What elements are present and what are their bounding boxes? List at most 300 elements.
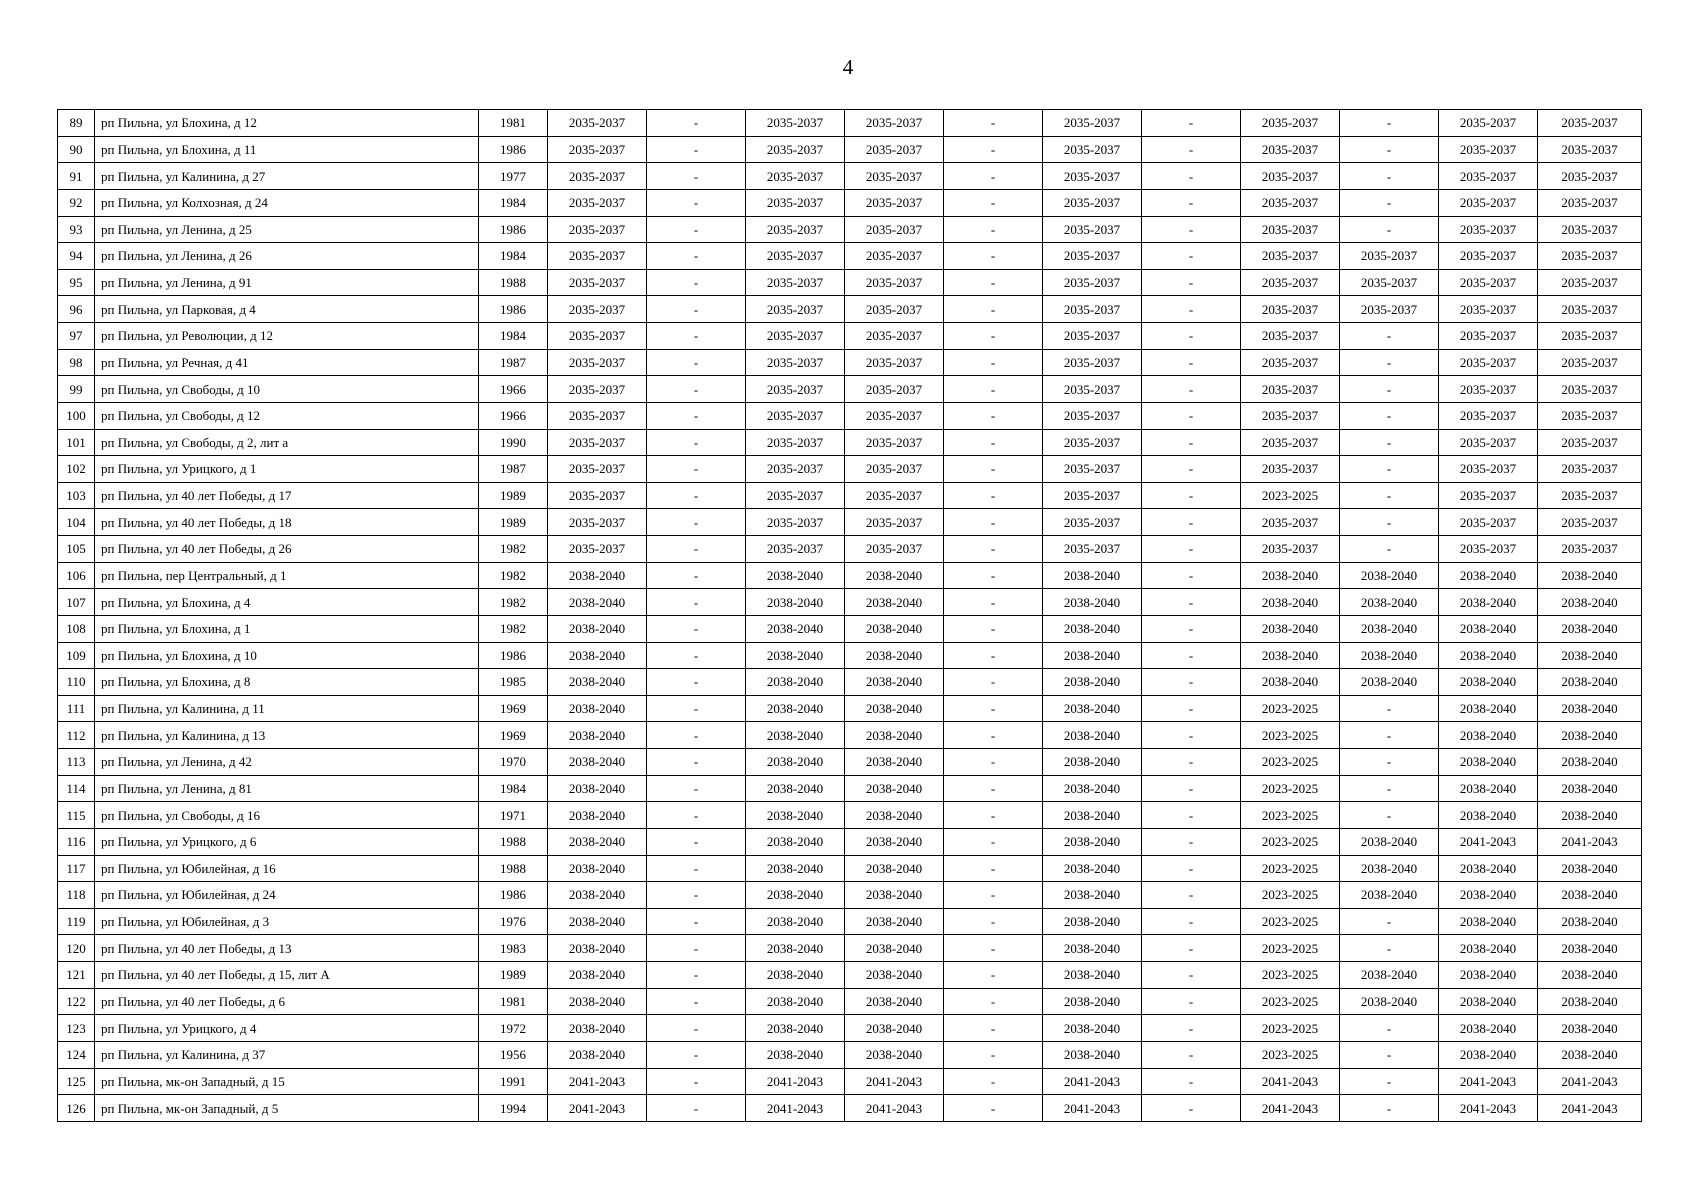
period-cell: 2035-2037	[1043, 536, 1142, 563]
address-cell: рп Пильна, ул Блохина, д 12	[95, 110, 479, 137]
period-cell: 2038-2040	[845, 962, 944, 989]
period-cell: 2038-2040	[548, 908, 647, 935]
period-cell: 2035-2037	[845, 536, 944, 563]
period-cell: -	[1142, 189, 1241, 216]
year-cell: 1989	[479, 509, 548, 536]
period-cell: 2038-2040	[548, 722, 647, 749]
period-cell: 2023-2025	[1241, 855, 1340, 882]
period-cell: 2038-2040	[1439, 722, 1538, 749]
table-row	[58, 163, 1642, 190]
table-row	[58, 882, 1642, 909]
period-cell: -	[944, 855, 1043, 882]
row-number-cell: 120	[58, 935, 95, 962]
period-cell: 2038-2040	[1043, 749, 1142, 776]
period-cell: -	[1340, 1068, 1439, 1095]
period-cell: -	[647, 163, 746, 190]
period-cell: 2035-2037	[548, 136, 647, 163]
period-cell: 2035-2037	[746, 402, 845, 429]
period-cell: -	[1142, 323, 1241, 350]
period-cell: -	[1142, 589, 1241, 616]
period-cell: 2035-2037	[1043, 509, 1142, 536]
row-number-cell: 110	[58, 669, 95, 696]
period-cell: -	[944, 988, 1043, 1015]
period-cell: -	[647, 456, 746, 483]
period-cell: 2035-2037	[548, 216, 647, 243]
period-cell: 2038-2040	[746, 722, 845, 749]
period-cell: -	[944, 589, 1043, 616]
period-cell: 2038-2040	[548, 802, 647, 829]
period-cell: -	[944, 669, 1043, 696]
period-cell: -	[647, 376, 746, 403]
period-cell: 2041-2043	[1043, 1068, 1142, 1095]
table-row	[58, 323, 1642, 350]
address-cell: рп Пильна, ул 40 лет Победы, д 6	[95, 988, 479, 1015]
year-cell: 1966	[479, 402, 548, 429]
year-cell: 1984	[479, 189, 548, 216]
period-cell: -	[647, 562, 746, 589]
period-cell: -	[1340, 722, 1439, 749]
row-number-cell: 126	[58, 1095, 95, 1122]
period-cell: 2035-2037	[845, 323, 944, 350]
period-cell: -	[944, 456, 1043, 483]
period-cell: 2038-2040	[1043, 562, 1142, 589]
period-cell: 2038-2040	[746, 828, 845, 855]
period-cell: 2038-2040	[548, 855, 647, 882]
period-cell: 2035-2037	[845, 482, 944, 509]
period-cell: 2038-2040	[1538, 615, 1642, 642]
period-cell: -	[944, 376, 1043, 403]
table-row	[58, 509, 1642, 536]
period-cell: 2035-2037	[1043, 243, 1142, 270]
period-cell: 2035-2037	[746, 456, 845, 483]
period-cell: 2038-2040	[845, 642, 944, 669]
period-cell: -	[1340, 749, 1439, 776]
row-number-cell: 90	[58, 136, 95, 163]
address-cell: рп Пильна, ул Свободы, д 16	[95, 802, 479, 829]
period-cell: 2038-2040	[548, 642, 647, 669]
period-cell: -	[944, 775, 1043, 802]
address-cell: рп Пильна, ул Урицкого, д 4	[95, 1015, 479, 1042]
period-cell: 2038-2040	[1241, 562, 1340, 589]
year-cell: 1982	[479, 562, 548, 589]
year-cell: 1985	[479, 669, 548, 696]
period-cell: 2023-2025	[1241, 935, 1340, 962]
period-cell: 2038-2040	[1439, 562, 1538, 589]
period-cell: -	[647, 642, 746, 669]
period-cell: -	[647, 189, 746, 216]
period-cell: 2035-2037	[1241, 189, 1340, 216]
period-cell: 2035-2037	[1439, 482, 1538, 509]
period-cell: 2035-2037	[1538, 536, 1642, 563]
period-cell: -	[944, 243, 1043, 270]
year-cell: 1986	[479, 296, 548, 323]
period-cell: -	[647, 269, 746, 296]
period-cell: 2035-2037	[1439, 296, 1538, 323]
period-cell: 2035-2037	[845, 163, 944, 190]
period-cell: 2038-2040	[1043, 669, 1142, 696]
table-row	[58, 935, 1642, 962]
period-cell: 2038-2040	[1043, 695, 1142, 722]
period-cell: -	[1340, 402, 1439, 429]
period-cell: 2035-2037	[1241, 402, 1340, 429]
period-cell: -	[647, 216, 746, 243]
period-cell: 2035-2037	[1241, 296, 1340, 323]
period-cell: -	[944, 749, 1043, 776]
period-cell: -	[1142, 349, 1241, 376]
year-cell: 1987	[479, 349, 548, 376]
period-cell: 2038-2040	[845, 695, 944, 722]
period-cell: -	[647, 749, 746, 776]
period-cell: -	[647, 908, 746, 935]
period-cell: 2038-2040	[845, 935, 944, 962]
period-cell: 2035-2037	[548, 110, 647, 137]
period-cell: 2023-2025	[1241, 722, 1340, 749]
row-number-cell: 100	[58, 402, 95, 429]
period-cell: 2038-2040	[1241, 642, 1340, 669]
row-number-cell: 102	[58, 456, 95, 483]
address-cell: рп Пильна, ул Калинина, д 11	[95, 695, 479, 722]
period-cell: 2041-2043	[1241, 1068, 1340, 1095]
row-number-cell: 103	[58, 482, 95, 509]
period-cell: 2035-2037	[1538, 296, 1642, 323]
period-cell: -	[1142, 882, 1241, 909]
year-cell: 1977	[479, 163, 548, 190]
row-number-cell: 121	[58, 962, 95, 989]
period-cell: 2038-2040	[1043, 828, 1142, 855]
period-cell: -	[1142, 962, 1241, 989]
period-cell: 2023-2025	[1241, 1041, 1340, 1068]
table-row	[58, 216, 1642, 243]
period-cell: 2038-2040	[1043, 775, 1142, 802]
period-cell: 2035-2037	[845, 376, 944, 403]
period-cell: 2035-2037	[548, 456, 647, 483]
period-cell: 2041-2043	[1439, 828, 1538, 855]
period-cell: 2035-2037	[746, 509, 845, 536]
period-cell: 2038-2040	[1340, 855, 1439, 882]
period-cell: 2038-2040	[1043, 1041, 1142, 1068]
period-cell: -	[1142, 136, 1241, 163]
year-cell: 1990	[479, 429, 548, 456]
table-row	[58, 802, 1642, 829]
table-row	[58, 589, 1642, 616]
year-cell: 1969	[479, 722, 548, 749]
table-row	[58, 376, 1642, 403]
row-number-cell: 106	[58, 562, 95, 589]
table-row	[58, 908, 1642, 935]
period-cell: 2035-2037	[548, 376, 647, 403]
period-cell: 2038-2040	[746, 562, 845, 589]
row-number-cell: 122	[58, 988, 95, 1015]
period-cell: -	[1142, 456, 1241, 483]
period-cell: 2035-2037	[1439, 216, 1538, 243]
period-cell: 2035-2037	[1043, 296, 1142, 323]
period-cell: 2038-2040	[1043, 589, 1142, 616]
period-cell: -	[944, 189, 1043, 216]
table-row	[58, 775, 1642, 802]
period-cell: 2023-2025	[1241, 988, 1340, 1015]
period-cell: 2035-2037	[1340, 296, 1439, 323]
period-cell: 2035-2037	[1340, 243, 1439, 270]
period-cell: 2038-2040	[1538, 669, 1642, 696]
period-cell: 2038-2040	[1340, 669, 1439, 696]
period-cell: 2038-2040	[746, 695, 845, 722]
address-cell: рп Пильна, ул Революции, д 12	[95, 323, 479, 350]
period-cell: 2038-2040	[548, 935, 647, 962]
period-cell: 2035-2037	[746, 243, 845, 270]
period-cell: 2038-2040	[1043, 1015, 1142, 1042]
period-cell: 2038-2040	[746, 1041, 845, 1068]
table-row	[58, 189, 1642, 216]
address-cell: рп Пильна, ул 40 лет Победы, д 26	[95, 536, 479, 563]
period-cell: -	[1142, 988, 1241, 1015]
period-cell: 2035-2037	[1043, 376, 1142, 403]
period-cell: -	[1340, 216, 1439, 243]
address-cell: рп Пильна, ул Калинина, д 27	[95, 163, 479, 190]
period-cell: 2035-2037	[1241, 536, 1340, 563]
row-number-cell: 104	[58, 509, 95, 536]
period-cell: -	[1340, 695, 1439, 722]
period-cell: 2038-2040	[548, 828, 647, 855]
table-row	[58, 296, 1642, 323]
period-cell: -	[944, 110, 1043, 137]
period-cell: 2035-2037	[1538, 482, 1642, 509]
table-row	[58, 136, 1642, 163]
period-cell: 2038-2040	[1340, 828, 1439, 855]
period-cell: 2038-2040	[845, 1041, 944, 1068]
period-cell: 2038-2040	[845, 669, 944, 696]
period-cell: 2038-2040	[1439, 935, 1538, 962]
period-cell: 2038-2040	[1538, 882, 1642, 909]
period-cell: 2023-2025	[1241, 882, 1340, 909]
period-cell: 2038-2040	[1439, 749, 1538, 776]
period-cell: -	[647, 935, 746, 962]
period-cell: 2038-2040	[845, 615, 944, 642]
table-row	[58, 1015, 1642, 1042]
period-cell: 2038-2040	[1043, 802, 1142, 829]
period-cell: -	[944, 642, 1043, 669]
table-row	[58, 536, 1642, 563]
period-cell: 2035-2037	[1241, 269, 1340, 296]
table-row	[58, 110, 1642, 137]
period-cell: -	[647, 615, 746, 642]
period-cell: -	[1142, 1041, 1241, 1068]
period-cell: -	[647, 402, 746, 429]
period-cell: 2035-2037	[1043, 482, 1142, 509]
row-number-cell: 116	[58, 828, 95, 855]
period-cell: 2038-2040	[1043, 988, 1142, 1015]
period-cell: 2038-2040	[1439, 669, 1538, 696]
period-cell: -	[647, 1095, 746, 1122]
period-cell: 2035-2037	[1241, 509, 1340, 536]
period-cell: 2038-2040	[845, 749, 944, 776]
year-cell: 1972	[479, 1015, 548, 1042]
period-cell: -	[1340, 429, 1439, 456]
period-cell: 2038-2040	[845, 589, 944, 616]
period-cell: 2038-2040	[548, 669, 647, 696]
period-cell: -	[1142, 163, 1241, 190]
period-cell: 2035-2037	[746, 110, 845, 137]
period-cell: 2038-2040	[845, 802, 944, 829]
period-cell: -	[1142, 216, 1241, 243]
year-cell: 1989	[479, 962, 548, 989]
period-cell: -	[944, 163, 1043, 190]
period-cell: 2035-2037	[845, 509, 944, 536]
period-cell: -	[647, 962, 746, 989]
period-cell: -	[944, 908, 1043, 935]
year-cell: 1994	[479, 1095, 548, 1122]
row-number-cell: 89	[58, 110, 95, 137]
period-cell: -	[944, 136, 1043, 163]
period-cell: 2035-2037	[1241, 136, 1340, 163]
period-cell: 2041-2043	[1538, 1068, 1642, 1095]
period-cell: 2038-2040	[845, 855, 944, 882]
row-number-cell: 105	[58, 536, 95, 563]
period-cell: 2041-2043	[845, 1068, 944, 1095]
period-cell: 2035-2037	[1340, 269, 1439, 296]
period-cell: 2035-2037	[746, 216, 845, 243]
row-number-cell: 117	[58, 855, 95, 882]
repair-schedule-table	[57, 109, 1642, 1122]
period-cell: -	[944, 216, 1043, 243]
period-cell: 2035-2037	[1241, 110, 1340, 137]
address-cell: рп Пильна, ул Ленина, д 91	[95, 269, 479, 296]
period-cell: -	[944, 562, 1043, 589]
period-cell: 2023-2025	[1241, 908, 1340, 935]
table-row	[58, 962, 1642, 989]
period-cell: 2035-2037	[746, 269, 845, 296]
table-row	[58, 402, 1642, 429]
address-cell: рп Пильна, ул Блохина, д 10	[95, 642, 479, 669]
period-cell: 2035-2037	[746, 482, 845, 509]
table-row	[58, 429, 1642, 456]
period-cell: -	[944, 1068, 1043, 1095]
period-cell: 2038-2040	[746, 749, 845, 776]
period-cell: 2038-2040	[1439, 802, 1538, 829]
period-cell: 2035-2037	[1538, 243, 1642, 270]
period-cell: 2035-2037	[845, 243, 944, 270]
period-cell: 2035-2037	[746, 189, 845, 216]
period-cell: -	[647, 695, 746, 722]
address-cell: рп Пильна, ул Калинина, д 37	[95, 1041, 479, 1068]
address-cell: рп Пильна, ул 40 лет Победы, д 15, лит А	[95, 962, 479, 989]
period-cell: -	[944, 402, 1043, 429]
period-cell: 2035-2037	[1439, 243, 1538, 270]
address-cell: рп Пильна, ул Свободы, д 2, лит а	[95, 429, 479, 456]
period-cell: -	[1340, 482, 1439, 509]
address-cell: рп Пильна, ул Ленина, д 42	[95, 749, 479, 776]
year-cell: 1956	[479, 1041, 548, 1068]
period-cell: 2041-2043	[548, 1095, 647, 1122]
address-cell: рп Пильна, ул Колхозная, д 24	[95, 189, 479, 216]
period-cell: 2041-2043	[1439, 1068, 1538, 1095]
period-cell: 2035-2037	[1043, 323, 1142, 350]
period-cell: 2023-2025	[1241, 695, 1340, 722]
period-cell: 2038-2040	[548, 589, 647, 616]
period-cell: 2035-2037	[1043, 349, 1142, 376]
year-cell: 1966	[479, 376, 548, 403]
period-cell: -	[1142, 402, 1241, 429]
period-cell: -	[944, 429, 1043, 456]
period-cell: 2035-2037	[548, 296, 647, 323]
table-row	[58, 243, 1642, 270]
period-cell: 2038-2040	[1439, 962, 1538, 989]
period-cell: 2023-2025	[1241, 482, 1340, 509]
period-cell: 2038-2040	[548, 1015, 647, 1042]
period-cell: 2041-2043	[1538, 828, 1642, 855]
period-cell: -	[647, 136, 746, 163]
period-cell: 2038-2040	[1340, 962, 1439, 989]
period-cell: 2038-2040	[548, 962, 647, 989]
period-cell: 2041-2043	[1043, 1095, 1142, 1122]
address-cell: рп Пильна, ул Юбилейная, д 24	[95, 882, 479, 909]
period-cell: 2035-2037	[1241, 323, 1340, 350]
period-cell: -	[1340, 908, 1439, 935]
period-cell: -	[1340, 1095, 1439, 1122]
period-cell: -	[647, 802, 746, 829]
period-cell: 2035-2037	[845, 216, 944, 243]
period-cell: 2038-2040	[1340, 615, 1439, 642]
period-cell: 2038-2040	[845, 908, 944, 935]
period-cell: -	[647, 722, 746, 749]
period-cell: -	[647, 1068, 746, 1095]
year-cell: 1981	[479, 110, 548, 137]
period-cell: 2035-2037	[1538, 376, 1642, 403]
year-cell: 1982	[479, 536, 548, 563]
address-cell: рп Пильна, мк-он Западный, д 15	[95, 1068, 479, 1095]
row-number-cell: 95	[58, 269, 95, 296]
period-cell: -	[944, 509, 1043, 536]
period-cell: 2035-2037	[1043, 402, 1142, 429]
period-cell: -	[647, 882, 746, 909]
period-cell: 2035-2037	[1043, 456, 1142, 483]
period-cell: 2038-2040	[1538, 1041, 1642, 1068]
address-cell: рп Пильна, ул Свободы, д 12	[95, 402, 479, 429]
table-row	[58, 615, 1642, 642]
row-number-cell: 92	[58, 189, 95, 216]
address-cell: рп Пильна, пер Центральный, д 1	[95, 562, 479, 589]
period-cell: -	[944, 1095, 1043, 1122]
period-cell: 2038-2040	[548, 695, 647, 722]
year-cell: 1971	[479, 802, 548, 829]
period-cell: 2035-2037	[1439, 110, 1538, 137]
period-cell: 2038-2040	[1043, 615, 1142, 642]
period-cell: 2035-2037	[1439, 136, 1538, 163]
period-cell: 2038-2040	[845, 1015, 944, 1042]
period-cell: 2035-2037	[845, 429, 944, 456]
period-cell: -	[1340, 509, 1439, 536]
period-cell: 2038-2040	[1439, 855, 1538, 882]
period-cell: -	[1142, 110, 1241, 137]
period-cell: 2035-2037	[1439, 536, 1538, 563]
period-cell: -	[1142, 1095, 1241, 1122]
year-cell: 1982	[479, 615, 548, 642]
period-cell: 2038-2040	[845, 562, 944, 589]
table-body	[58, 110, 1642, 1122]
period-cell: 2035-2037	[1439, 349, 1538, 376]
year-cell: 1969	[479, 695, 548, 722]
year-cell: 1970	[479, 749, 548, 776]
year-cell: 1982	[479, 589, 548, 616]
period-cell: 2038-2040	[1538, 802, 1642, 829]
period-cell: 2035-2037	[746, 296, 845, 323]
period-cell: 2041-2043	[1241, 1095, 1340, 1122]
row-number-cell: 99	[58, 376, 95, 403]
period-cell: 2035-2037	[746, 136, 845, 163]
period-cell: -	[944, 802, 1043, 829]
period-cell: 2035-2037	[1439, 509, 1538, 536]
period-cell: -	[647, 482, 746, 509]
period-cell: 2038-2040	[1538, 589, 1642, 616]
